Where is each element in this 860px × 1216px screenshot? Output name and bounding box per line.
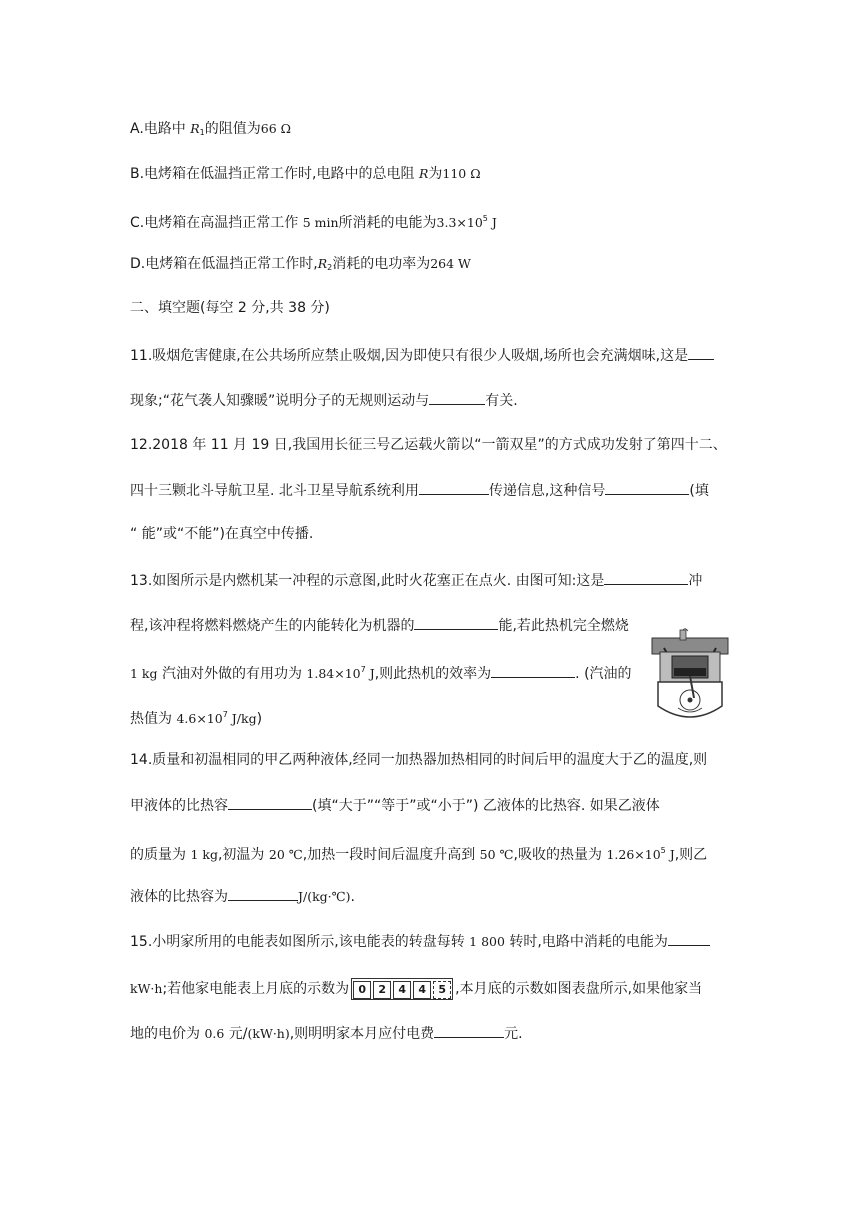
q12-line-2: 四十三颗北斗导航卫星. 北斗卫星导航系统利用 传递信息,这种信号 (填 (130, 480, 709, 501)
answer-blank[interactable] (434, 1023, 504, 1038)
section-title: 二、填空题(每空 2 分,共 38 分) (130, 300, 330, 316)
answer-blank[interactable] (604, 570, 688, 585)
answer-blank[interactable] (419, 480, 489, 495)
meter-digit: 5 (433, 981, 451, 999)
q15-line-1: 15.小明家所用的电能表如图所示,该电能表的转盘每转 1 800 转时,电路中消耗的电能为 (130, 931, 710, 952)
q12-line-3: “ 能”或“不能”)在真空中传播. (130, 526, 314, 542)
q14-line-3: 的质量为 1 kg,初温为 20 ℃,加热一段时间后温度升高到 50 ℃,吸收的热量为 $1.26\times 10^5$ J,则乙 (130, 846, 708, 863)
meter-digit: 4 (393, 981, 411, 999)
q13-line-3: 1 kg 汽油对外做的有用功为 $1.84\times 10^7$ J,则此热机的效率为 . (汽油的 (130, 665, 632, 682)
option-b: B.电烤箱在低温挡正常工作时,电路中的总电阻 R为110 Ω (130, 166, 481, 182)
option-a: A.电路中 $R_1$的阻值为66 Ω (130, 121, 291, 137)
q14-line-2: 甲液体的比热容 (填“大于”“等于”或“小于”) 乙液体的比热容. 如果乙液体 (130, 795, 660, 816)
q15-line-2: kW·h;若他家电能表上月底的示数为 0 2 4 4 5 ,本月底的示数如图表盘所示,如果他家当 (130, 978, 702, 1000)
meter-digit: 2 (373, 981, 391, 999)
q14-line-4: 液体的比热容为 J/(kg·℃). (130, 886, 355, 907)
q11-line-2: 现象;“花气袭人知骤暖”说明分子的无规则运动与 有关. (130, 390, 518, 411)
meter-digit: 4 (413, 981, 431, 999)
meter-reading (351, 978, 453, 1000)
option-c: C.电烤箱在高温挡正常工作 5 min所消耗的电能为$3.3\times 10^5$ J (130, 214, 497, 231)
engine-diagram (650, 628, 730, 720)
answer-blank[interactable] (668, 931, 710, 946)
meter-digit: 0 (353, 981, 371, 999)
q13-line-2: 程,该冲程将燃料燃烧产生的内能转化为机器的 能,若此热机完全燃烧 (130, 615, 629, 636)
answer-blank[interactable] (414, 615, 498, 630)
answer-blank[interactable] (228, 795, 312, 810)
q15-line-3: 地的电价为 0.6 元/(kW·h),则明明家本月应付电费 元. (130, 1023, 523, 1044)
q11-line-1: 11.吸烟危害健康,在公共场所应禁止吸烟,因为即使只有很少人吸烟,场所也会充满烟味,这是 (130, 345, 714, 366)
option-d: D.电烤箱在低温挡正常工作时$,R_2$消耗的电功率为264 W (130, 256, 471, 272)
q14-line-1: 14.质量和初温相同的甲乙两种液体,经同一加热器加热相同的时间后甲的温度大于乙的温度,则 (130, 752, 708, 768)
q13-line-1: 13.如图所示是内燃机某一冲程的示意图,此时火花塞正在点火. 由图可知:这是 冲 (130, 570, 702, 591)
q13-line-4: 热值为 $4.6\times 10^7$ J/kg) (130, 710, 263, 727)
answer-blank[interactable] (605, 480, 689, 495)
q12-line-1: 12.2018 年 11 月 19 日,我国用长征三号乙运载火箭以“一箭双星”的方式成功发射了第四十二、 (130, 437, 727, 453)
answer-blank[interactable] (688, 345, 714, 360)
answer-blank[interactable] (228, 886, 298, 901)
answer-blank[interactable] (491, 663, 575, 678)
answer-blank[interactable] (429, 390, 485, 405)
